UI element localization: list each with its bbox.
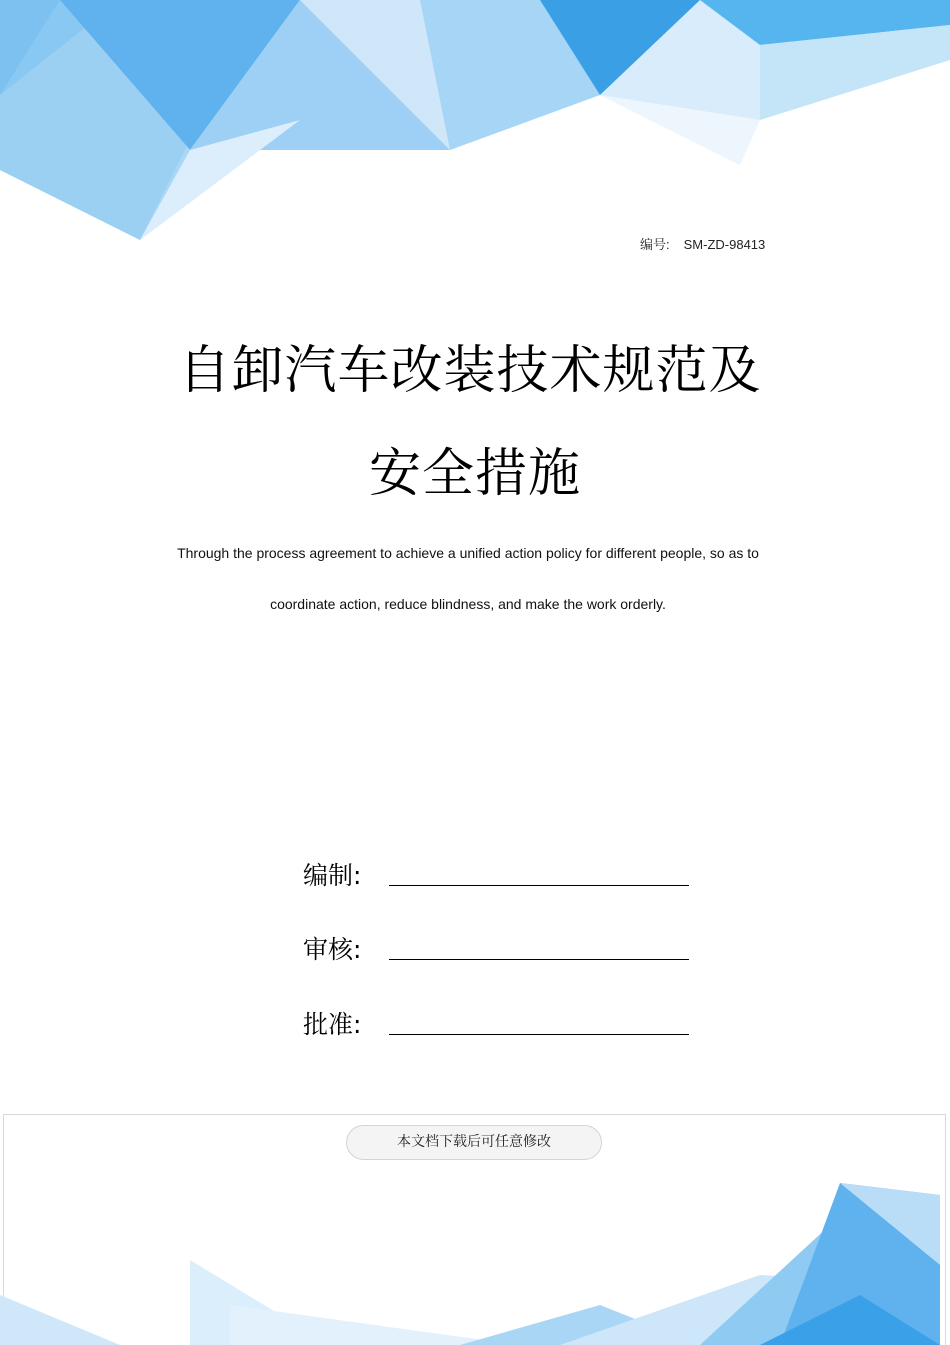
approve-signature-row xyxy=(303,1003,689,1037)
document-title-line-2: 安全措施 xyxy=(368,444,581,504)
review-signature-row xyxy=(303,928,689,962)
editable-notice-badge: 本文档下载后可任意修改 xyxy=(346,1125,602,1160)
document-title-line-1: 自卸汽车改装技术规范及 xyxy=(178,341,762,401)
header-decoration xyxy=(0,0,950,260)
approve-signature-line xyxy=(389,1034,689,1035)
document-number xyxy=(640,234,840,253)
subtitle-line-1: Through the process agreement to achieve a unified action policy for different people, so as to xyxy=(177,545,759,561)
footer-frame-top xyxy=(3,1114,946,1115)
document-number-label: 编号: xyxy=(640,237,670,252)
document-number-value: SM-ZD-98413 xyxy=(683,237,766,252)
subtitle-line-2: coordinate action, reduce blindness, and make the work orderly. xyxy=(270,596,666,612)
approve-label: 批准: xyxy=(303,1010,362,1039)
review-signature-line xyxy=(389,959,689,960)
compile-signature-row xyxy=(303,854,689,888)
compile-label: 编制: xyxy=(303,861,362,890)
footer-decoration xyxy=(0,1155,950,1345)
review-label: 审核: xyxy=(303,935,362,964)
compile-signature-line xyxy=(389,885,689,886)
